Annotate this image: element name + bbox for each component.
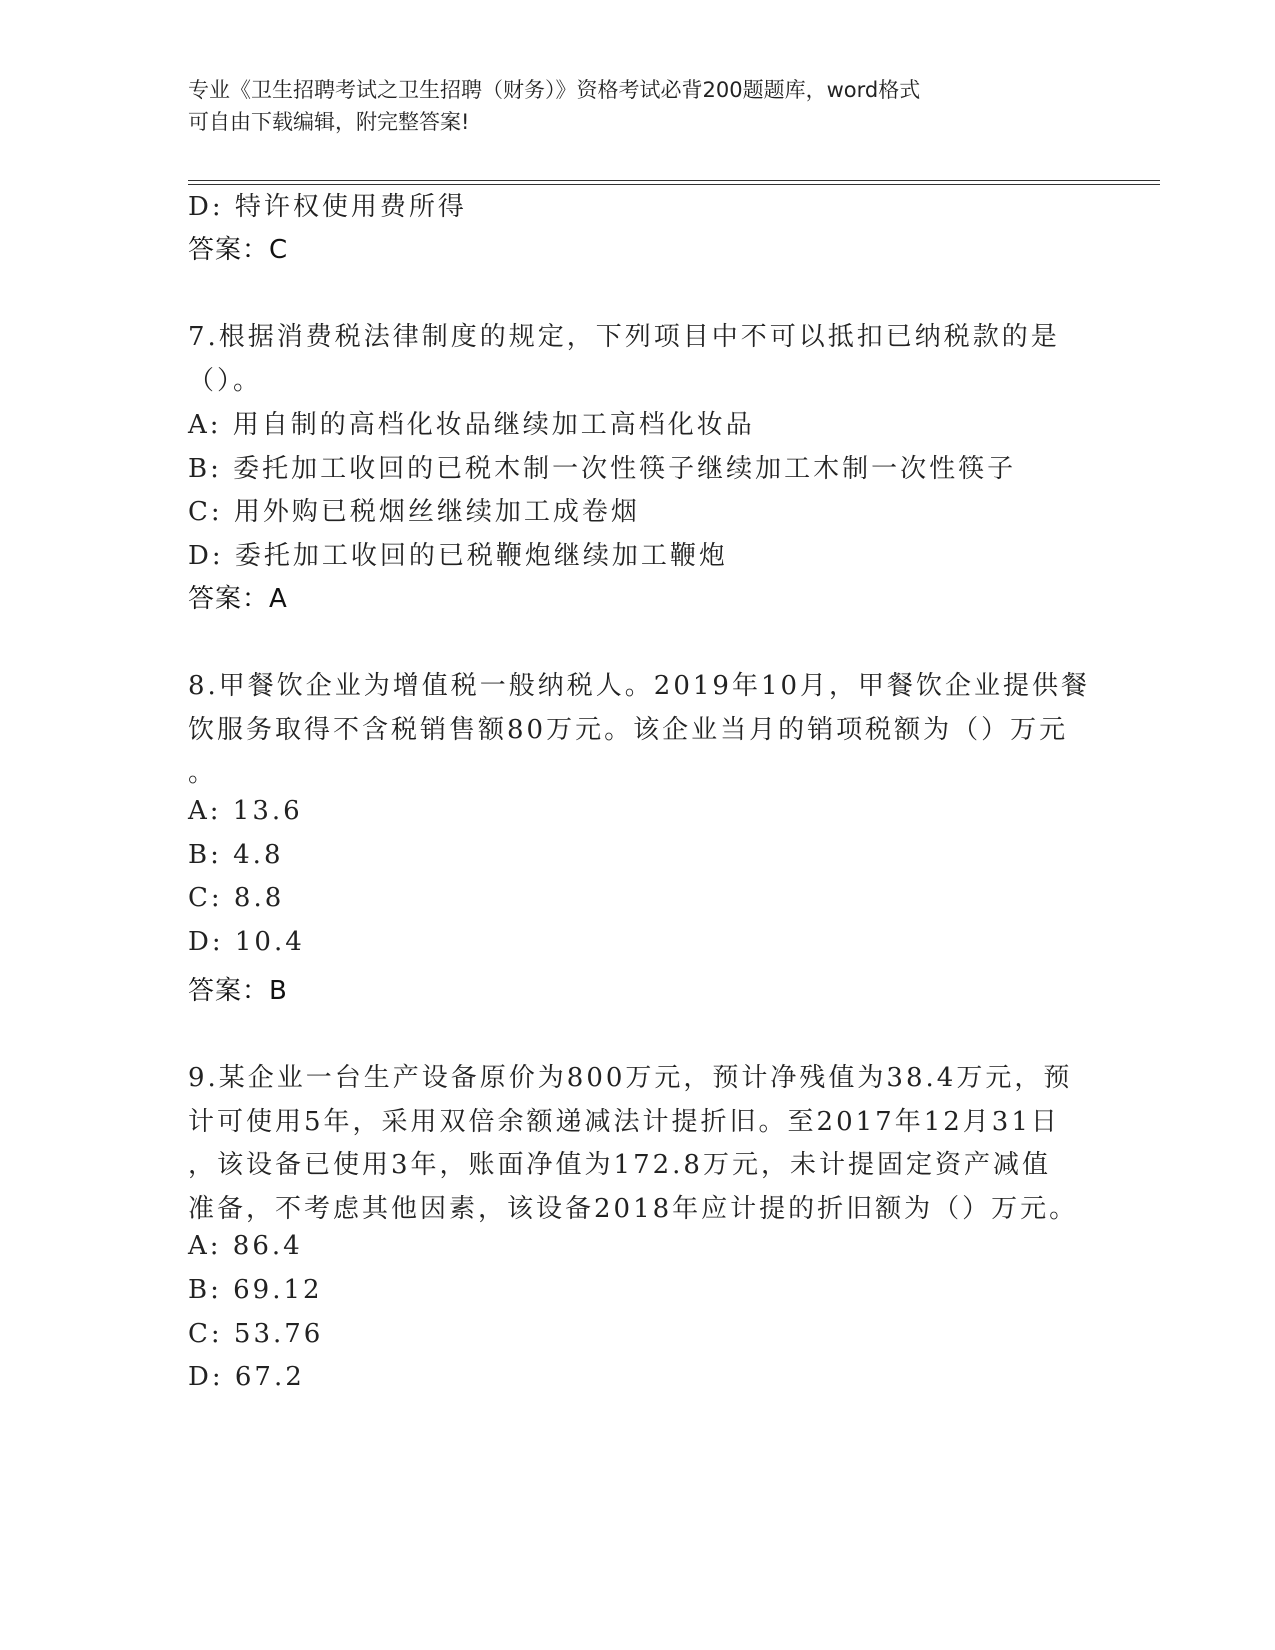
question-8-answer: 答案：B — [188, 976, 288, 1006]
question-8-stem-line-3: 。 — [188, 758, 218, 788]
question-7-answer: 答案：A — [188, 584, 288, 614]
question-9-stem-line-1: 9.某企业一台生产设备原价为800万元，预计净残值为38.4万元，预 — [188, 1063, 1073, 1093]
question-9-option-b: B: 69.12 — [188, 1275, 323, 1305]
question-8-option-a: A: 13.6 — [188, 796, 303, 826]
prev-question-answer: 答案：C — [188, 235, 289, 265]
header-divider-top — [188, 180, 1160, 181]
question-9-option-a: A: 86.4 — [188, 1231, 303, 1261]
question-9-option-c: C: 53.76 — [188, 1319, 324, 1349]
question-9-option-d: D: 67.2 — [188, 1362, 305, 1392]
question-7-option-b: B: 委托加工收回的已税木制一次性筷子继续加工木制一次性筷子 — [188, 454, 1017, 484]
prev-question-option-d: D: 特许权使用费所得 — [188, 192, 467, 222]
question-9-stem-line-4: 准备，不考虑其他因素，该设备2018年应计提的折旧额为（）万元。 — [188, 1194, 1079, 1224]
header-title-line-2: 可自由下载编辑，附完整答案! — [188, 110, 470, 134]
question-8-option-b: B: 4.8 — [188, 840, 284, 870]
document-header — [188, 74, 1088, 138]
header-divider-bottom — [188, 184, 1160, 185]
question-7-option-a: A: 用自制的高档化妆品继续加工高档化妆品 — [188, 410, 755, 440]
question-7-option-c: C: 用外购已税烟丝继续加工成卷烟 — [188, 497, 640, 527]
header-title-line-1: 专业《卫生招聘考试之卫生招聘（财务）》资格考试必背200题题库，word格式 — [188, 78, 921, 102]
question-8-option-d: D: 10.4 — [188, 927, 305, 957]
question-9-stem-line-3: ，该设备已使用3年，账面净值为172.8万元，未计提固定资产减值 — [188, 1150, 1051, 1180]
question-8-option-c: C: 8.8 — [188, 883, 285, 913]
question-9-stem-line-2: 计可使用5年，采用双倍余额递减法计提折旧。至2017年12月31日 — [188, 1107, 1060, 1137]
question-7-stem-line-1: 7.根据消费税法律制度的规定，下列项目中不可以抵扣已纳税款的是 — [188, 322, 1060, 352]
question-7-option-d: D: 委托加工收回的已税鞭炮继续加工鞭炮 — [188, 541, 728, 571]
question-8-stem-line-2: 饮服务取得不含税销售额80万元。该企业当月的销项税额为（）万元 — [188, 715, 1069, 745]
question-7-stem-line-2: （）。 — [188, 366, 263, 396]
question-8-stem-line-1: 8.甲餐饮企业为增值税一般纳税人。2019年10月，甲餐饮企业提供餐 — [188, 671, 1091, 701]
